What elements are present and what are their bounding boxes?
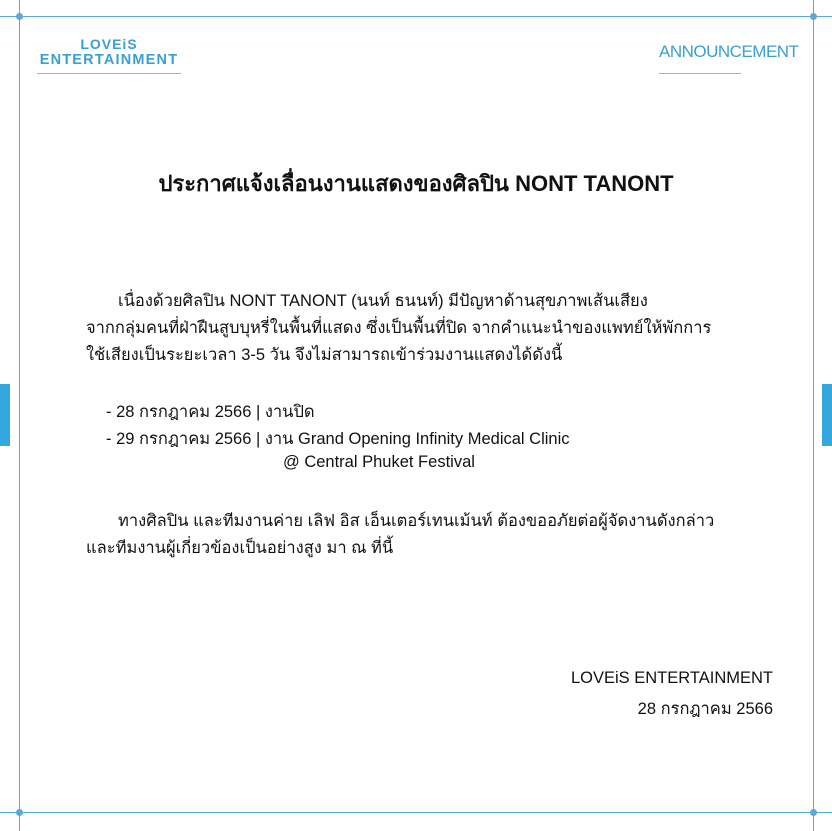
frame-corner-dot-bottom-right	[810, 809, 817, 816]
intro-line: เนื่องด้วยศิลปิน NONT TANONT (นนท์ ธนนท์) มีปัญหาด้านสุขภาพเส้นเสียง	[118, 292, 648, 310]
logo-line-2: ENTERTAINMENT	[39, 52, 179, 68]
schedule-item: - 28 กรกฎาคม 2566 | งานปิด	[106, 403, 315, 421]
frame-left-line	[19, 0, 20, 831]
left-side-tab	[0, 384, 10, 446]
page-title: ประกาศแจ้งเลื่อนงานแสดงของศิลปิน NONT TANONT	[158, 171, 674, 196]
frame-corner-dot-top-right	[810, 13, 817, 20]
signature-date: 28 กรกฎาคม 2566	[637, 700, 773, 718]
frame-top-line	[0, 16, 832, 17]
schedule-venue: @ Central Phuket Festival	[283, 453, 475, 471]
announcement-label: ANNOUNCEMENT	[659, 42, 799, 61]
signature-org: LOVEiS ENTERTAINMENT	[570, 669, 773, 687]
logo-underline	[37, 73, 181, 74]
apology-line: ทางศิลปิน และทีมงานค่าย เลิฟ อิส เอ็นเตอร์เทนเม้นท์ ต้องขออภัยต่อผู้จัดงานดังกล่าว	[118, 512, 715, 530]
right-side-tab	[822, 384, 832, 446]
apology-paragraph	[86, 508, 786, 562]
frame-right-line	[813, 0, 814, 831]
brand-logo	[37, 36, 181, 68]
frame-bottom-line	[0, 812, 832, 813]
frame-corner-dot-top-left	[16, 13, 23, 20]
intro-line: จากกลุ่มคนที่ฝ่าฝืนสูบบุหรี่ในพื้นที่แสดง ซึ่งเป็นพื้นที่ปิด จากคำแนะนำของแพทย์ให้พักการ	[86, 319, 712, 337]
logo-line-1: LOVEiS	[80, 36, 138, 52]
intro-line: ใช้เสียงเป็นระยะเวลา 3-5 วัน จึงไม่สามารถเข้าร่วมงานแสดงได้ดังนี้	[86, 346, 563, 364]
announcement-underline	[659, 73, 741, 74]
intro-paragraph	[86, 288, 786, 369]
schedule-item: - 29 กรกฎาคม 2566 | งาน Grand Opening Infinity Medical Clinic	[106, 430, 570, 448]
frame-corner-dot-bottom-left	[16, 809, 23, 816]
apology-line: และทีมงานผู้เกี่ยวข้องเป็นอย่างสูง มา ณ ที่นี้	[86, 539, 394, 557]
